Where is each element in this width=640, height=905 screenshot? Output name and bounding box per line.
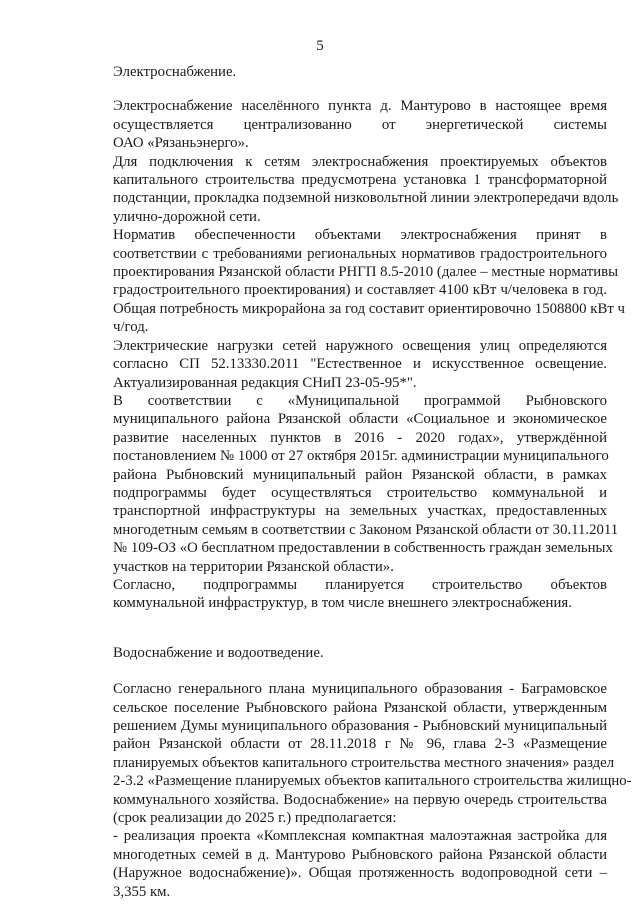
text-line: многодетным семьям в соответствии с Законом Рязанской области от 30.11.2011 <box>113 521 619 538</box>
paragraph <box>113 576 607 613</box>
paragraph <box>113 827 607 901</box>
page-number: 5 <box>316 38 324 54</box>
section-power-paragraphs <box>113 97 625 612</box>
text-line: Актуализированная редакция СНиП 23-05-95*". <box>113 374 417 391</box>
text-line: Норматив обеспеченности объектами электроснабжения принят в <box>113 227 607 244</box>
section-water-paragraphs <box>113 680 632 901</box>
text-line: транспортной инфраструктуры на земельных участках, предоставленных <box>113 503 607 520</box>
text-line: Общая потребность микрорайона за год составит ориентировочно 1508800 кВт ч <box>113 300 625 317</box>
text-line: развитие населенных пунктов в 2016 - 2020 годах», утверждённой <box>113 429 607 446</box>
text-line: многодетных семей в д. Мантурово Рыбновского района Рязанской области <box>113 846 607 863</box>
text-line: согласно СП 52.13330.2011 "Естественное и искусственное освещение. <box>113 356 607 373</box>
text-line: № 109-ОЗ «О бесплатном предоставлении в собственность граждан земельных <box>113 540 613 557</box>
text-line: - реализация проекта «Комплексная компактная малоэтажная застройка для <box>113 828 607 845</box>
text-line: подстанции, прокладка подземной низковольтной линии электропередачи вдоль <box>113 190 619 207</box>
text-line: Для подключения к сетям электроснабжения проектируемых объектов <box>113 153 607 170</box>
text-line: 2-3.2 «Размещение планируемых объектов капитального строительства жилищно- <box>113 773 632 790</box>
text-line: капитального строительства предусмотрена установка 1 трансформаторной <box>113 172 607 189</box>
text-line: (срок реализации до 2025 г.) предполагается: <box>113 810 397 827</box>
text-line: проектирования Рязанской области РНГП 8.5-2010 (далее – местные нормативы <box>113 264 619 281</box>
text-line: осуществляется централизованно от энергетической системы <box>113 116 607 133</box>
text-line: коммунального хозяйства. Водоснабжение» на первую очередь строительства <box>113 791 607 808</box>
text-line: подпрограммы будет осуществляться строительство коммунальной и <box>113 484 607 501</box>
paragraph <box>113 392 619 576</box>
text-line: коммунальной инфраструктур, в том числе внешнего электроснабжения. <box>113 595 572 612</box>
paragraph <box>113 153 619 227</box>
text-line: ОАО «Рязаньэнерго». <box>113 135 249 152</box>
text-line: планируемых объектов капитального строительства местного значения» раздел <box>113 754 615 771</box>
text-line: муниципального района Рязанской области «Социальное и экономическое <box>113 411 607 428</box>
text-line: Согласно генерального плана муниципального образования - Баграмовское <box>113 681 607 698</box>
text-line: Согласно, подпрограммы планируется строительство объектов <box>113 576 607 593</box>
text-line: В соответствии с «Муниципальной программой Рыбновского <box>113 392 607 409</box>
text-line: район Рязанской области от 28.11.2018 г № 96, глава 2-3 «Размещение <box>113 736 607 753</box>
text-line: градостроительного проектирования) и составляет 4100 кВт ч/человека в год. <box>113 282 607 299</box>
document-body <box>113 63 632 901</box>
text-line: сельское поселение Рыбновского района Рязанской области, утвержденным <box>113 699 607 716</box>
text-line: участков на территории Рязанской области». <box>113 558 394 575</box>
text-line: ч/год. <box>113 319 149 336</box>
text-line: Электрические нагрузки сетей наружного освещения улиц определяются <box>113 337 607 354</box>
text-line: 3,355 км. <box>113 883 171 900</box>
paragraph <box>113 226 625 336</box>
text-line: улично-дорожной сети. <box>113 208 261 225</box>
paragraph <box>113 337 607 392</box>
section-heading-power: Электроснабжение. <box>113 64 237 80</box>
text-line: района Рыбновский муниципальный район Рязанской области, в рамках <box>113 466 607 483</box>
text-line: (Наружное водоснабжение)». Общая протяженность водопроводной сети – <box>113 865 607 882</box>
text-line: постановлением № 1000 от 27 октября 2015г. администрации муниципального <box>113 448 609 465</box>
paragraph <box>113 97 607 152</box>
paragraph <box>113 680 632 827</box>
text-line: решением Думы муниципального образования - Рыбновский муниципальный <box>113 718 607 734</box>
section-heading-water: Водоснабжение и водоотведение. <box>113 644 324 661</box>
text-line: Электроснабжение населённого пункта д. Мантурово в настоящее время <box>113 98 607 115</box>
text-line: соответствии с требованиями региональных нормативов градостроительного <box>113 245 607 262</box>
